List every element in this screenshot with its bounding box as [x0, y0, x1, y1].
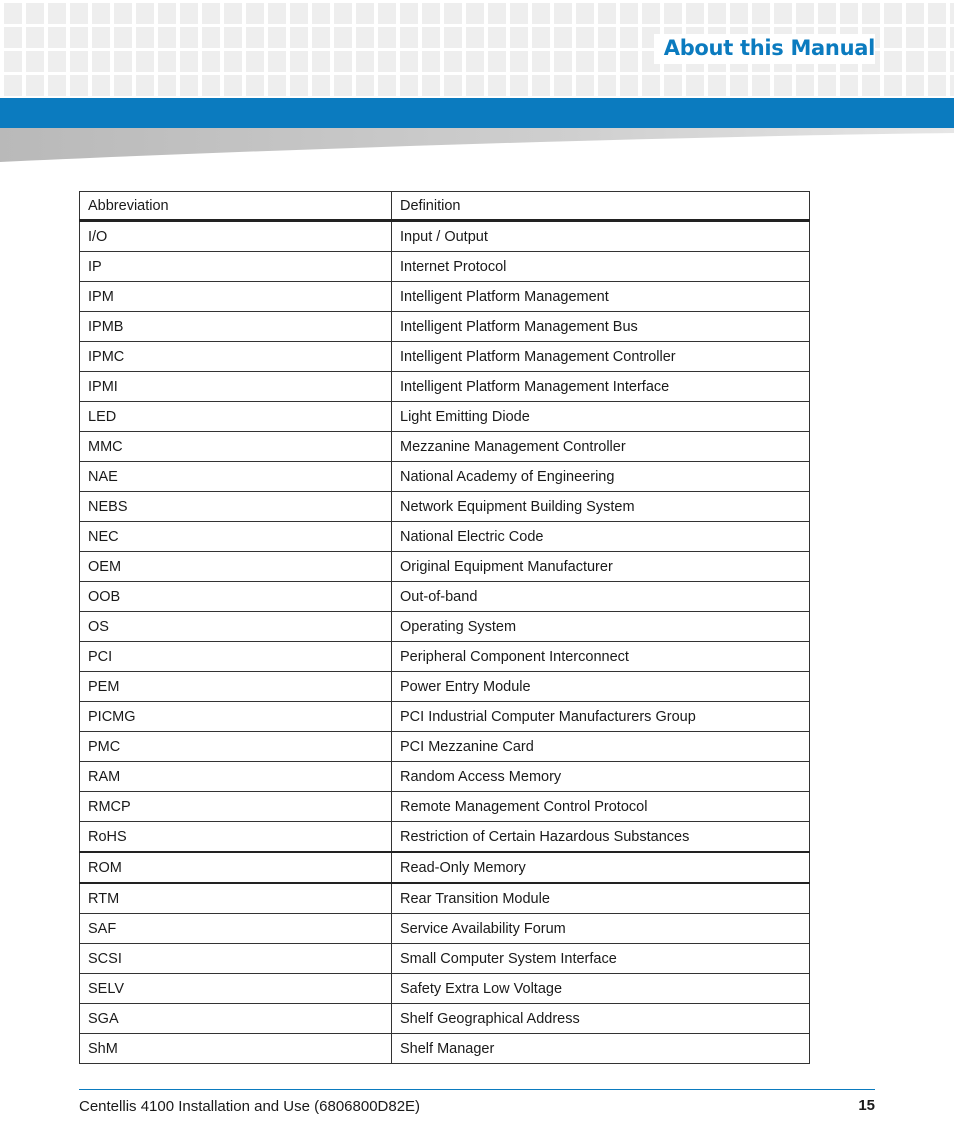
table-row — [80, 792, 810, 822]
table-row — [80, 492, 810, 522]
definition-cell: Operating System — [392, 612, 810, 642]
table-row — [80, 642, 810, 672]
abbreviation-cell: NEBS — [80, 492, 392, 522]
table-row — [80, 462, 810, 492]
table-row — [80, 582, 810, 612]
abbreviation-cell: IP — [80, 252, 392, 282]
abbreviation-cell: RMCP — [80, 792, 392, 822]
definition-cell: Random Access Memory — [392, 762, 810, 792]
definition-cell: PCI Industrial Computer Manufacturers Group — [392, 702, 810, 732]
definition-cell: Internet Protocol — [392, 252, 810, 282]
abbreviation-cell: OS — [80, 612, 392, 642]
table-row — [80, 612, 810, 642]
header-blue-band — [0, 98, 954, 128]
table-row — [80, 944, 810, 974]
definition-cell: PCI Mezzanine Card — [392, 732, 810, 762]
abbreviation-cell: IPM — [80, 282, 392, 312]
abbreviation-cell: IPMB — [80, 312, 392, 342]
table-row — [80, 852, 810, 883]
abbreviation-cell: IPMI — [80, 372, 392, 402]
definition-cell: Power Entry Module — [392, 672, 810, 702]
abbreviation-cell: ROM — [80, 852, 392, 883]
abbreviation-cell: PEM — [80, 672, 392, 702]
definition-cell: Safety Extra Low Voltage — [392, 974, 810, 1004]
table-row — [80, 822, 810, 853]
abbreviation-cell: SELV — [80, 974, 392, 1004]
table-body — [80, 221, 810, 1064]
table-row — [80, 221, 810, 252]
abbreviation-cell: SAF — [80, 914, 392, 944]
definition-cell: Shelf Manager — [392, 1034, 810, 1064]
abbreviation-table — [79, 191, 810, 1064]
abbreviation-cell: PMC — [80, 732, 392, 762]
abbreviation-cell: RTM — [80, 883, 392, 914]
table-row — [80, 1034, 810, 1064]
page-number: 15 — [858, 1097, 875, 1114]
abbreviation-cell: LED — [80, 402, 392, 432]
definition-cell: Intelligent Platform Management Controller — [392, 342, 810, 372]
table-header-row — [80, 192, 810, 221]
abbreviation-cell: SCSI — [80, 944, 392, 974]
definition-cell: Intelligent Platform Management Bus — [392, 312, 810, 342]
definition-cell: National Academy of Engineering — [392, 462, 810, 492]
definition-cell: Read-Only Memory — [392, 852, 810, 883]
definition-cell: Light Emitting Diode — [392, 402, 810, 432]
footer-document-title: Centellis 4100 Installation and Use (6806800D82E) — [79, 1098, 421, 1115]
definition-cell: Small Computer System Interface — [392, 944, 810, 974]
abbreviation-cell: I/O — [80, 221, 392, 252]
column-header-definition: Definition — [392, 192, 810, 221]
definition-cell: Restriction of Certain Hazardous Substances — [392, 822, 810, 853]
definition-cell: Input / Output — [392, 221, 810, 252]
definition-cell: Rear Transition Module — [392, 883, 810, 914]
table-row — [80, 282, 810, 312]
definition-cell: Remote Management Control Protocol — [392, 792, 810, 822]
footer-rule — [79, 1089, 875, 1090]
definition-cell: Shelf Geographical Address — [392, 1004, 810, 1034]
abbreviation-cell: PICMG — [80, 702, 392, 732]
table-row — [80, 552, 810, 582]
definition-cell: Peripheral Component Interconnect — [392, 642, 810, 672]
definition-cell: Network Equipment Building System — [392, 492, 810, 522]
abbreviation-cell: OEM — [80, 552, 392, 582]
abbreviation-cell: PCI — [80, 642, 392, 672]
column-header-abbreviation: Abbreviation — [80, 192, 392, 221]
abbreviation-cell: NAE — [80, 462, 392, 492]
abbreviation-cell: IPMC — [80, 342, 392, 372]
table-row — [80, 1004, 810, 1034]
definition-cell: Out-of-band — [392, 582, 810, 612]
table-row — [80, 342, 810, 372]
table-row — [80, 762, 810, 792]
abbreviation-cell: SGA — [80, 1004, 392, 1034]
definition-cell: Intelligent Platform Management — [392, 282, 810, 312]
table-row — [80, 432, 810, 462]
table-row — [80, 672, 810, 702]
abbreviation-cell: NEC — [80, 522, 392, 552]
table-row — [80, 252, 810, 282]
table-row — [80, 883, 810, 914]
table-row — [80, 702, 810, 732]
definition-cell: Original Equipment Manufacturer — [392, 552, 810, 582]
abbreviation-cell: RAM — [80, 762, 392, 792]
table-row — [80, 402, 810, 432]
table-row — [80, 974, 810, 1004]
table-row — [80, 914, 810, 944]
table-row — [80, 372, 810, 402]
definition-cell: Intelligent Platform Management Interface — [392, 372, 810, 402]
abbreviation-cell: MMC — [80, 432, 392, 462]
table-row — [80, 732, 810, 762]
table-row — [80, 522, 810, 552]
abbreviation-cell: RoHS — [80, 822, 392, 853]
page-title: About this Manual — [654, 34, 875, 64]
definition-cell: Service Availability Forum — [392, 914, 810, 944]
abbreviation-cell: ShM — [80, 1034, 392, 1064]
definition-cell: National Electric Code — [392, 522, 810, 552]
definition-cell: Mezzanine Management Controller — [392, 432, 810, 462]
table-row — [80, 312, 810, 342]
abbreviation-cell: OOB — [80, 582, 392, 612]
header-gray-swoosh — [0, 128, 954, 164]
